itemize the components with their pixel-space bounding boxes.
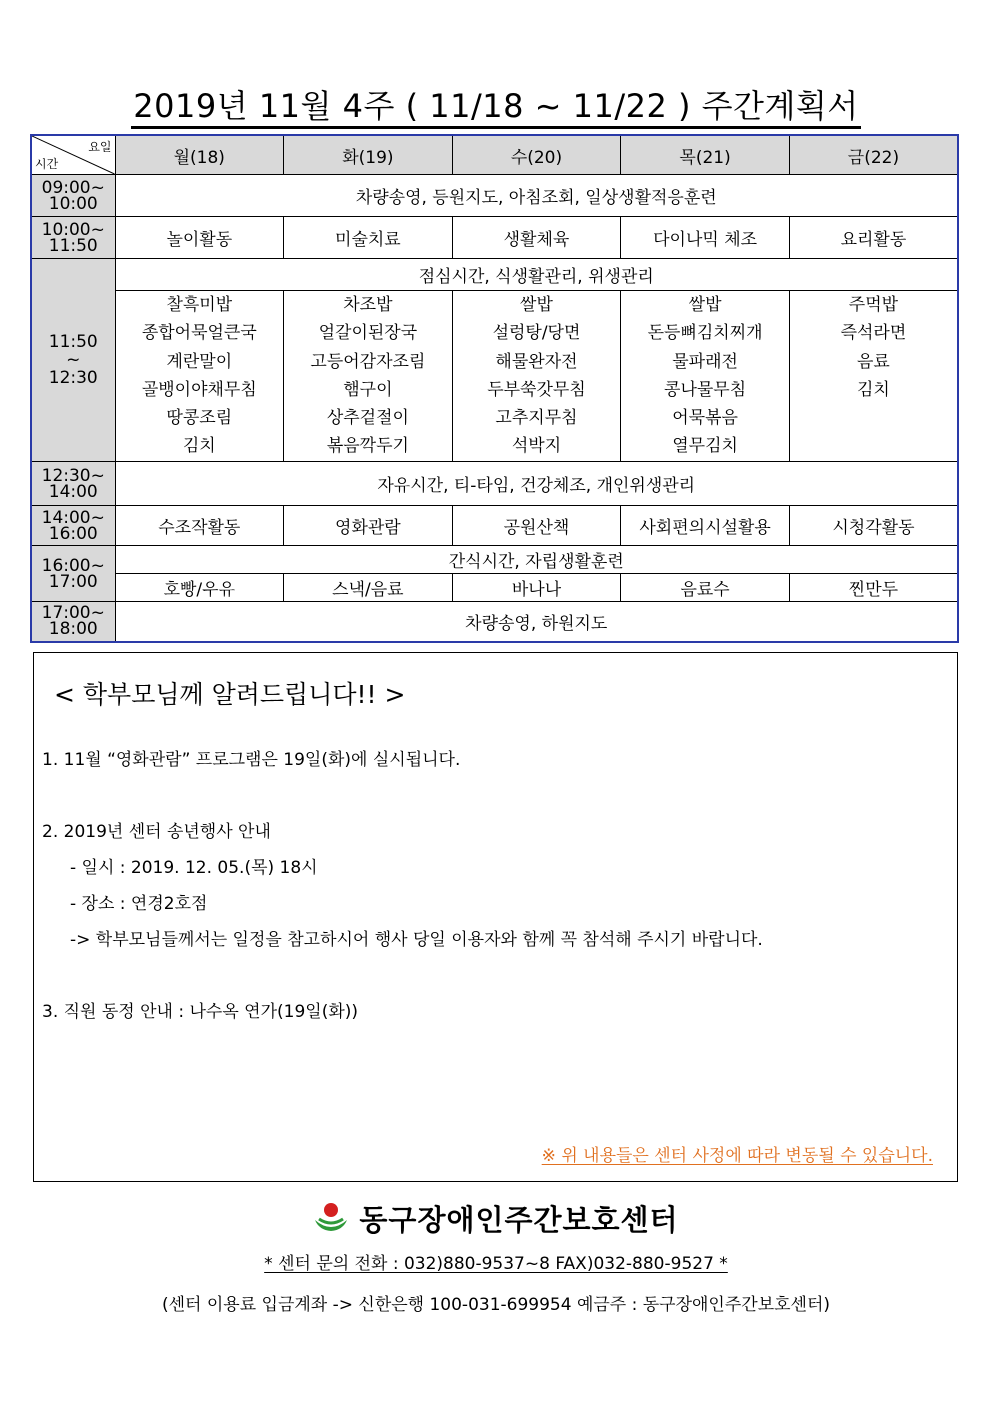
notice-item-2-note: -> 학부모님들께서는 일정을 참고하시어 행사 당일 이용자와 함께 꼭 참석해 주시기 바랍니다.	[70, 930, 763, 950]
menu-cell-wed: 쌀밥 설렁탕/당면 해물완자전 두부쑥갓무침 고추지무침 석박지	[452, 291, 621, 462]
activity-cell: 차량송영, 등원지도, 아침조회, 일상생활적응훈련	[115, 175, 958, 217]
row-0900	[31, 175, 958, 217]
notice-item-2-date: - 일시 : 2019. 12. 05.(목) 18시	[70, 858, 318, 878]
activity-cell: 요리활동	[789, 217, 958, 259]
day-header-fri: 금(22)	[789, 135, 958, 175]
row-1700	[31, 602, 958, 642]
notice-item-1: 1. 11월 “영화관람” 프로그램은 19일(화)에 실시됩니다.	[42, 750, 461, 770]
day-header-mon: 월(18)	[115, 135, 284, 175]
activity-cell: 생활체육	[452, 217, 621, 259]
row-1600-title	[31, 546, 958, 574]
day-header-tue: 화(19)	[284, 135, 453, 175]
day-header-wed: 수(20)	[452, 135, 621, 175]
row-1600-snack	[31, 574, 958, 602]
corner-time-label: 시간	[35, 157, 59, 171]
activity-cell: 놀이활동	[115, 217, 284, 259]
time-cell: 09:00~ 10:00	[31, 175, 115, 217]
lunch-title-cell: 점심시간, 식생활관리, 위생관리	[115, 259, 958, 291]
activity-cell: 다이나믹 체조	[621, 217, 790, 259]
center-name: 동구장애인주간보호센터	[0, 1198, 992, 1239]
row-1000	[31, 217, 958, 259]
activity-cell: 자유시간, 티-타임, 건강체조, 개인위생관리	[115, 462, 958, 506]
menu-cell-mon: 찰흑미밥 종합어묵얼큰국 계란말이 골뱅이야채무침 땅콩조림 김치	[115, 291, 284, 462]
activity-cell: 영화관람	[284, 506, 453, 546]
row-1230	[31, 462, 958, 506]
snack-title-cell: 간식시간, 자립생활훈련	[115, 546, 958, 574]
snack-cell: 찐만두	[789, 574, 958, 602]
page-title: 2019년 11월 4주 ( 11/18 ~ 11/22 ) 주간계획서	[0, 86, 992, 126]
notice-box	[33, 652, 958, 1182]
center-logo-icon	[313, 1200, 349, 1234]
time-cell: 10:00~ 11:50	[31, 217, 115, 259]
contact-line: * 센터 문의 전화 : 032)880-9537~8 FAX)032-880-9527 *	[264, 1254, 728, 1274]
menu-cell-thu: 쌀밥 돈등뼈김치찌개 물파래전 콩나물무침 어묵볶음 열무김치	[621, 291, 790, 462]
corner-cell	[31, 135, 115, 175]
account-line: (센터 이용료 입금계좌 -> 신한은행 100-031-699954 예금주 : 동구장애인주간보호센터)	[161, 1295, 831, 1315]
corner-day-label: 요일	[88, 140, 112, 154]
time-cell: 12:30~ 14:00	[31, 462, 115, 506]
activity-cell: 수조작활동	[115, 506, 284, 546]
snack-cell: 음료수	[621, 574, 790, 602]
snack-cell: 호빵/우유	[115, 574, 284, 602]
activity-cell: 사회편의시설활용	[621, 506, 790, 546]
header-row	[31, 135, 958, 175]
snack-cell: 스낵/음료	[284, 574, 453, 602]
menu-cell-fri: 주먹밥 즉석라면 음료 김치	[789, 291, 958, 462]
activity-cell: 차량송영, 하원지도	[115, 602, 958, 642]
activity-cell: 미술치료	[284, 217, 453, 259]
time-cell: 16:00~ 17:00	[31, 546, 115, 602]
row-1150-menu	[31, 291, 958, 462]
notice-item-3: 3. 직원 동정 안내 : 나수옥 연가(19일(화))	[42, 1002, 359, 1022]
notice-title: < 학부모님께 알려드립니다!! >	[54, 680, 406, 709]
day-header-thu: 목(21)	[621, 135, 790, 175]
menu-cell-tue: 차조밥 얼갈이된장국 고등어감자조림 햄구이 상추겉절이 볶음깍두기	[284, 291, 453, 462]
weekly-schedule-table	[30, 134, 959, 643]
caution-note: ※ 위 내용들은 센터 사정에 따라 변동될 수 있습니다.	[541, 1146, 933, 1166]
activity-cell: 공원산책	[452, 506, 621, 546]
time-cell: 14:00~ 16:00	[31, 506, 115, 546]
snack-cell: 바나나	[452, 574, 621, 602]
time-cell: 17:00~ 18:00	[31, 602, 115, 642]
notice-item-2: 2. 2019년 센터 송년행사 안내	[42, 822, 271, 842]
time-cell: 11:50 ~ 12:30	[31, 259, 115, 462]
activity-cell: 시청각활동	[789, 506, 958, 546]
row-1400	[31, 506, 958, 546]
row-1150-title	[31, 259, 958, 291]
notice-item-2-place: - 장소 : 연경2호점	[70, 894, 208, 914]
